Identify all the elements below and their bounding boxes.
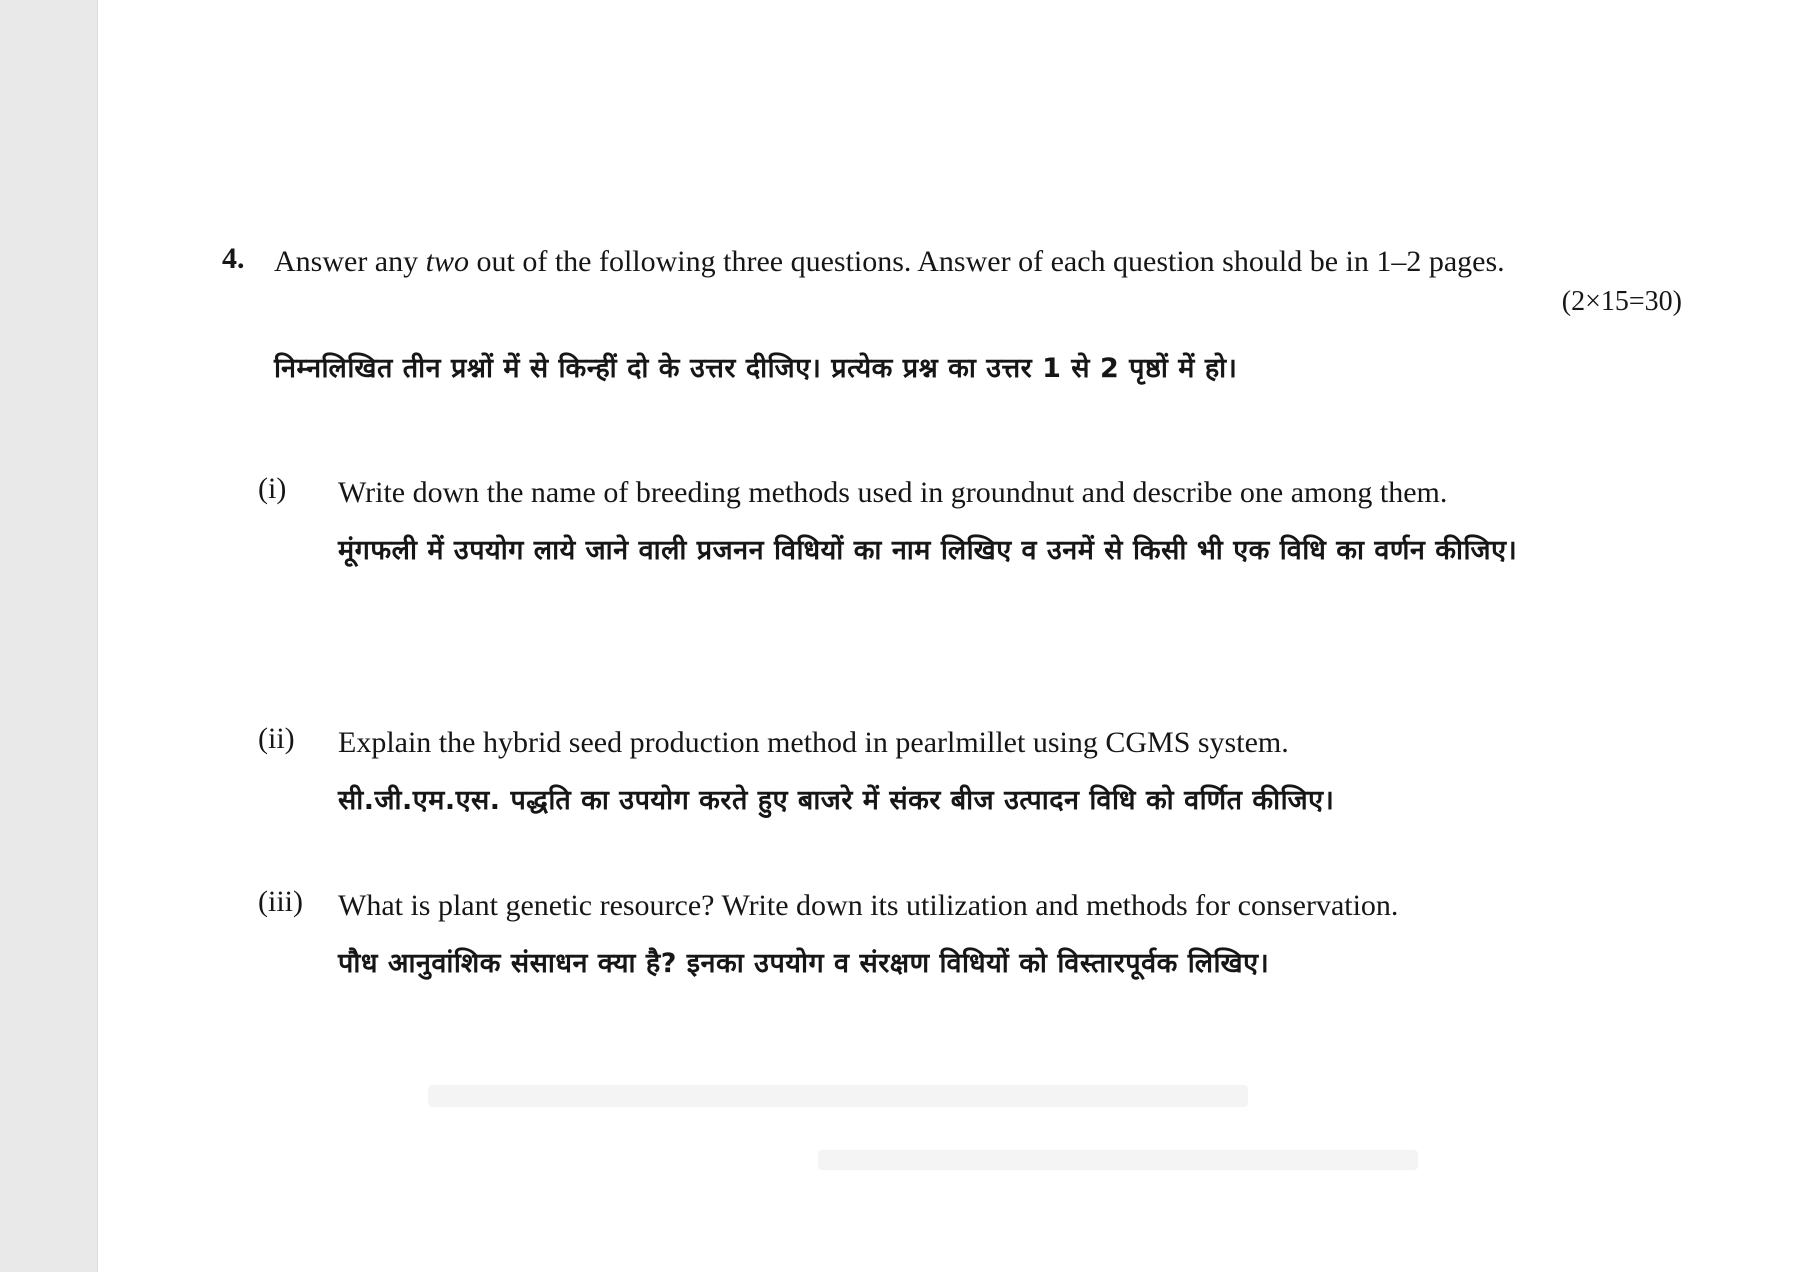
marks-allocation: (2×15=30) — [1561, 286, 1682, 317]
instruction-text: Answer any — [274, 245, 426, 278]
bleed-through-mark — [818, 1150, 1418, 1170]
subquestion-label: (i) — [258, 472, 287, 505]
question-instruction — [274, 242, 1576, 282]
subquestion-hindi: सी.जी.एम.एस. पद्धति का उपयोग करते हुए बाजरे में संकर बीज उत्पादन विधि को वर्णित कीजिए। — [338, 785, 1335, 816]
subquestion-body — [338, 885, 1628, 987]
subquestion-english: Explain the hybrid seed production method in pearlmillet using CGMS system. — [338, 726, 1289, 759]
subquestion-label: (ii) — [258, 722, 295, 755]
instruction-emphasis: two — [425, 245, 469, 278]
subquestion-body — [338, 472, 1628, 574]
subquestion-label: (iii) — [258, 885, 303, 918]
bleed-through-mark — [428, 1085, 1248, 1107]
instruction-text-rest: out of the following three questions. Answer of each question should be in 1–2 pages. — [469, 245, 1505, 278]
subquestion-body — [338, 722, 1628, 824]
subquestion-english: Write down the name of breeding methods used in groundnut and describe one among them. — [338, 476, 1448, 509]
question-instruction-hindi: निम्नलिखित तीन प्रश्नों में से किन्हीं दो के उत्तर दीजिए। प्रत्येक प्रश्न का उत्तर 1 से 2 पृष्ठों में हो। — [274, 353, 1238, 384]
document-page — [98, 0, 1800, 1272]
subquestion-hindi: पौध आनुवांशिक संसाधन क्या है? इनका उपयोग व संरक्षण विधियों को विस्तारपूर्वक लिखिए। — [338, 948, 1270, 979]
subquestion-hindi: मूंगफली में उपयोग लाये जाने वाली प्रजनन विधियों का नाम लिखिए व उनमें से किसी भी एक विधि का वर्णन कीजिए। — [338, 535, 1518, 566]
subquestion-english: What is plant genetic resource? Write down its utilization and methods for conservation. — [338, 889, 1399, 922]
question-number: 4. — [222, 242, 245, 275]
